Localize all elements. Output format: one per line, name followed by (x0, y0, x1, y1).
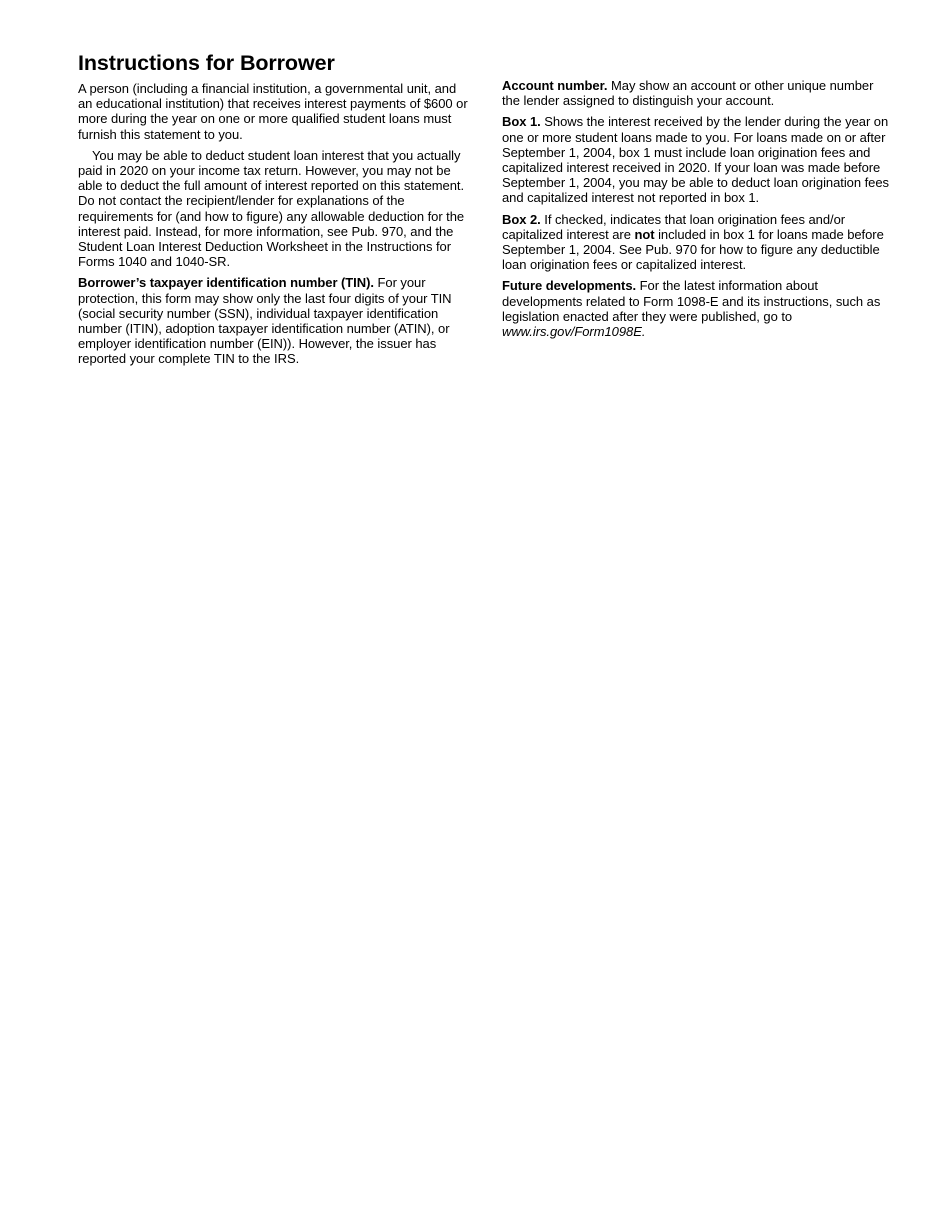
irs-url: www.irs.gov/Form1098E. (502, 324, 646, 340)
account-paragraph (502, 78, 894, 108)
box1-heading: Box 1. (502, 114, 541, 130)
box2-text-b: included in box 1 for loans made before September 1, 2004. See Pub. 970 for how to figure any deductible loan origination fees or capitalized interest. (502, 226, 884, 273)
box2-not-emphasis: not (634, 226, 655, 242)
right-column (502, 78, 894, 345)
page-title: Instructions for Borrower (78, 51, 335, 75)
tin-heading: Borrower’s taxpayer identification number (TIN). (78, 275, 374, 291)
account-text: May show an account or other unique number the lender assigned to distinguish your account. (502, 78, 874, 109)
box1-text: Shows the interest received by the lender during the year on one or more student loans made to you. For loans made on or after September 1, 2004, box 1 must include loan origination fees and capitalized interest received in 2020. If your loan was made before September 1, 2004, you may be able to deduct loan origination fees and capitalized interest not reported in box 1. (502, 114, 889, 206)
tin-paragraph (78, 275, 468, 366)
intro-text: A person (including a financial institution, a governmental unit, and an educational institution) that receives interest payments of $600 or more during the year on one or more qualified student loans must furnish this statement to you. (78, 81, 468, 142)
tin-text: For your protection, this form may show only the last four digits of your TIN (social security number (SSN), individual taxpayer identification number (ITIN), adoption taxpayer identification number (ATIN), or employer identification number (EIN)). However, the issuer has reported your complete TIN to the IRS. (78, 275, 452, 367)
intro-paragraph (78, 81, 468, 142)
box2-text-a: If checked, indicates that loan origination fees and/or capitalized interest are (502, 211, 846, 242)
left-column (78, 81, 468, 373)
deduction-text: You may be able to deduct student loan interest that you actually paid in 2020 on your income tax return. However, you may not be able to deduct the full amount of interest reported on this statement. Do not contact the recipient/lender for explanations of the requirements for (and how to figure) any allowable deduction for the interest paid. Instead, for more information, see Pub. 970, and the Student Loan Interest Deduction Worksheet in the Instructions for Forms 1040 and 1040-SR. (78, 147, 465, 270)
deduction-paragraph (78, 148, 468, 270)
future-text: For the latest information about developments related to Form 1098-E and its instructions, such as legislation enacted after they were published, go to (502, 278, 881, 324)
future-paragraph (502, 278, 894, 339)
box2-paragraph (502, 212, 894, 273)
future-heading: Future developments. (502, 278, 637, 294)
account-heading: Account number. (502, 78, 608, 93)
box2-heading: Box 2. (502, 211, 541, 227)
box1-paragraph (502, 114, 894, 205)
